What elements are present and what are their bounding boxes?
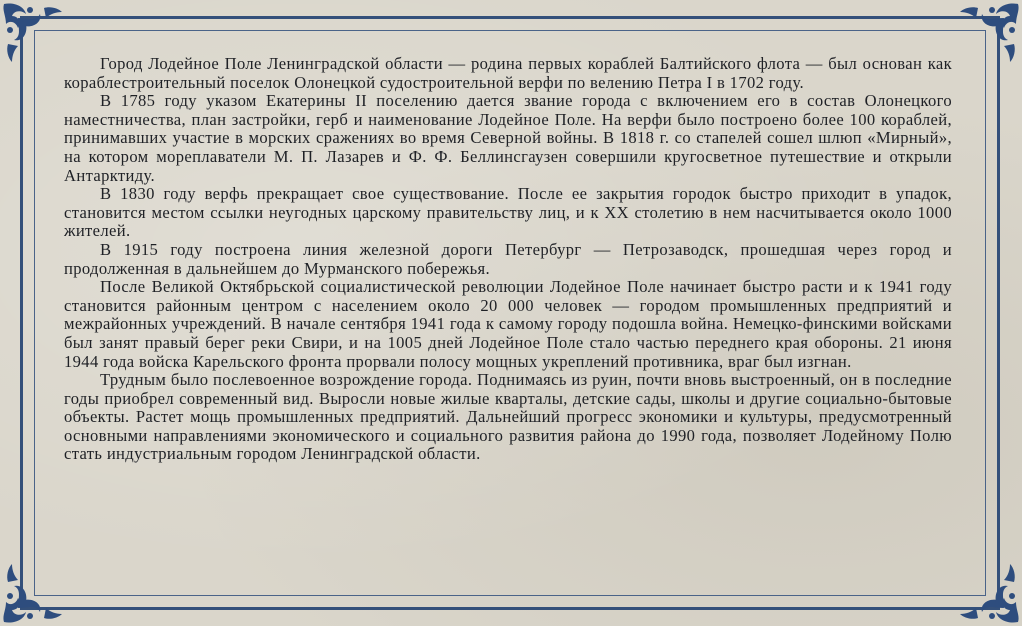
corner-ornament-top-left	[0, 0, 70, 70]
corner-ornament-bottom-left	[0, 556, 70, 626]
fleur-corner-icon	[0, 0, 70, 70]
fleur-corner-icon	[952, 556, 1022, 626]
corner-ornament-bottom-right	[952, 556, 1022, 626]
corner-ornament-top-right	[952, 0, 1022, 70]
paragraph-1785: В 1785 году указом Екатерины II поселению дается звание города с включением его в состав Олонецкого наместничества, план застройки, герб и наименование Лодейное Поле. На верфи было построено более 100 кораблей, принимавших участие в морских сражениях во время Северной войны. В 1818 г. со стапелей сошел шлюп «Мирный», на котором мореплаватели М. П. Лазарев и Ф. Ф. Беллинсгаузен совершили кругосветное путешествие и открыли Антарктиду.	[64, 91, 952, 185]
paragraph-postwar: Трудным было послевоенное возрождение города. Поднимаясь из руин, почти вновь выстроенный, он в последние годы приобрел современный вид. Выросли новые жилые кварталы, детские сады, школы и другие социально-бытовые объекты. Растет мощь промышленных предприятий. Дальнейший прогресс экономики и культуры, предусмотренный основными направлениями экономического и социального развития района до 1990 года, позволяет Лодейному Полю стать индустриальным городом Ленинградской области.	[64, 370, 952, 464]
paragraph-1830: В 1830 году верфь прекращает свое существование. После ее закрытия городок быстро приходит в упадок, становится местом ссылки неугодных царскому правительству лиц, и к XX столетию в нем насчитывается около 1000 жителей.	[64, 184, 952, 241]
paragraph-founding: Город Лодейное Поле Ленинградской области — родина первых кораблей Балтийского флота — был основан как кораблестроительный поселок Олонецкой судостроительной верфи по велению Петра I в 1702 году.	[64, 54, 952, 92]
paragraph-1915: В 1915 году построена линия железной дороги Петербург — Петрозаводск, прошедшая через город и продолженная в дальнейшем до Мурманского побережья.	[64, 239, 952, 278]
history-text	[64, 55, 952, 464]
fleur-corner-icon	[0, 556, 70, 626]
paragraph-revolution-war: После Великой Октябрьской социалистической революции Лодейное Поле начинает быстро расти и к 1941 году становится районным центром с населением около 20 000 человек — городом промышленных предприятий и межрайонных учреждений. В начале сентября 1941 года к самому городу подошла война. Немецко-финскими войсками был занят правый берег реки Свири, и на 1005 дней Лодейное Поле стало частью переднего края обороны. 21 июня 1944 года войска Карельского фронта прорвали полосу мощных укреплений противника, враг был изгнан.	[64, 277, 952, 371]
fleur-corner-icon	[952, 0, 1022, 70]
